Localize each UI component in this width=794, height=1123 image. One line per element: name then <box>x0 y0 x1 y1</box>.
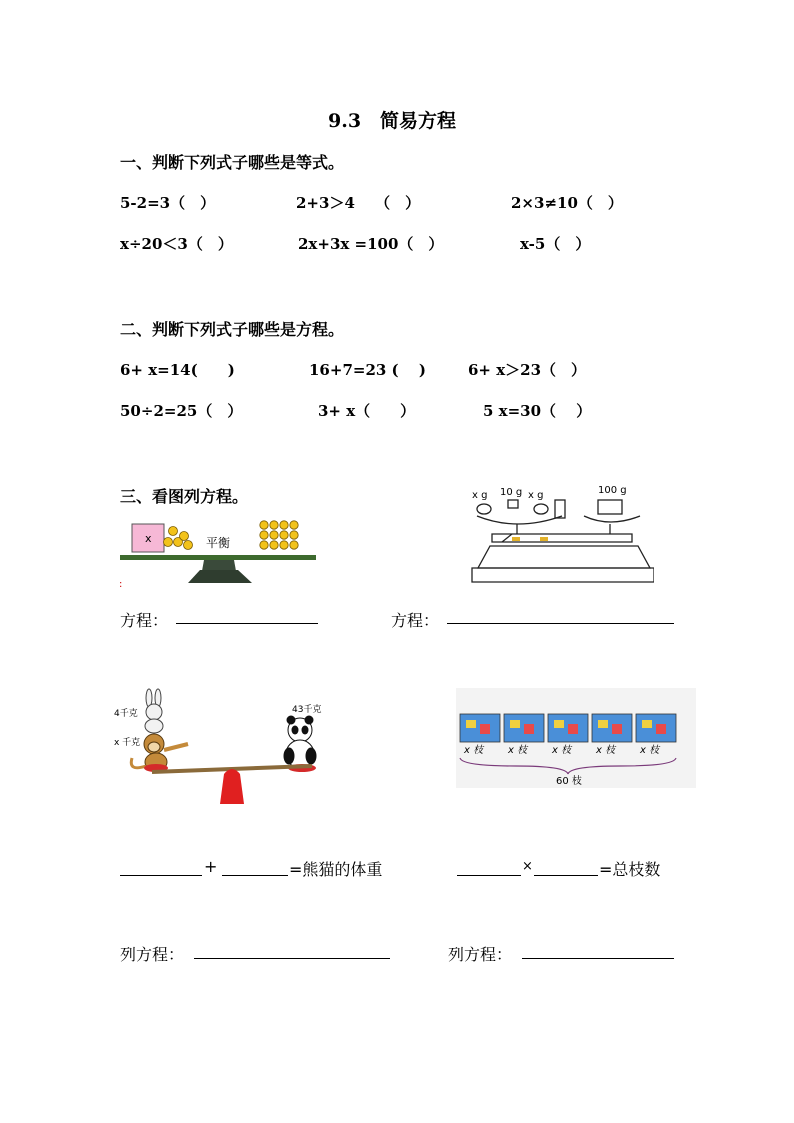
eq-label-2: 方程： <box>391 611 440 630</box>
eq-label-1: 方程： <box>120 611 169 630</box>
s2-item-2: 16+7=23 ( ) <box>309 361 426 379</box>
s2-item-1: 6+ x=14( ) <box>120 361 235 379</box>
fill-1-blank-b[interactable] <box>222 875 288 876</box>
eq-label-3: 列方程： <box>120 945 185 964</box>
s2-item-4: 50÷2=25（ ） <box>120 402 243 420</box>
total-label: 60 枝 <box>556 776 582 787</box>
weight-label-100g: 100 g <box>598 485 627 496</box>
box-5-label: x 枝 <box>640 745 660 756</box>
s2-item-3: 6+ x＞23（ ） <box>468 361 587 379</box>
fill-1-text: =熊猫的体重 <box>289 860 383 879</box>
weight-label-xg-1: x g <box>472 490 488 501</box>
section-1-heading: 一、判断下列式子哪些是等式。 <box>120 153 345 172</box>
balance-label: 平衡 <box>206 536 231 550</box>
fill-1-blank-a[interactable] <box>120 875 202 876</box>
weight-label-10g: 10 g <box>500 487 523 498</box>
s1-item-4: x÷20＜3（ ） <box>120 235 233 253</box>
scale-figure-2 <box>462 478 654 586</box>
s2-item-5: 3+ x（ ） <box>318 402 416 420</box>
eq-2-answer-line[interactable] <box>447 623 674 624</box>
fill-1-plus: + <box>204 857 218 876</box>
section-2-heading: 二、判断下列式子哪些是方程。 <box>120 320 345 339</box>
box-x-label: x <box>145 532 152 545</box>
eq-1-answer-line[interactable] <box>176 623 318 624</box>
box-4-label: x 枝 <box>596 745 616 756</box>
seesaw-figure-3 <box>112 688 330 808</box>
box-3-label: x 枝 <box>552 745 572 756</box>
fill-2-blank-a[interactable] <box>457 875 521 876</box>
rabbit-weight-label: 4千克 <box>114 709 138 719</box>
box-2-label: x 枝 <box>508 745 528 756</box>
s1-item-3: 2×3≠10（ ） <box>511 194 623 212</box>
s1-item-6: x-5（ ） <box>520 235 591 253</box>
pencil-boxes-figure-4 <box>456 688 696 788</box>
fill-2-times: × <box>522 859 533 874</box>
eq-label-4: 列方程： <box>448 945 513 964</box>
monkey-weight-label: x 千克 <box>114 738 141 748</box>
box-1-label: x 枝 <box>464 745 484 756</box>
s1-item-5: 2x+3x =100（ ） <box>298 235 444 253</box>
panda-weight-label: 43千克 <box>292 705 322 715</box>
weight-label-xg-2: x g <box>528 490 544 501</box>
svg-text::: : <box>119 579 123 590</box>
eq-3-answer-line[interactable] <box>194 958 390 959</box>
eq-4-answer-line[interactable] <box>522 958 674 959</box>
s2-item-6: 5 x=30（ ） <box>483 402 592 420</box>
section-3-heading: 三、看图列方程。 <box>120 487 249 506</box>
fill-2-text: =总枝数 <box>599 860 661 879</box>
balance-figure-1 <box>118 515 328 590</box>
page-title: 9.3 简易方程 <box>328 110 457 132</box>
fill-2-blank-b[interactable] <box>534 875 598 876</box>
s1-item-1: 5-2=3（ ） <box>120 194 216 212</box>
s1-item-2: 2+3＞4 （ ） <box>296 194 421 212</box>
